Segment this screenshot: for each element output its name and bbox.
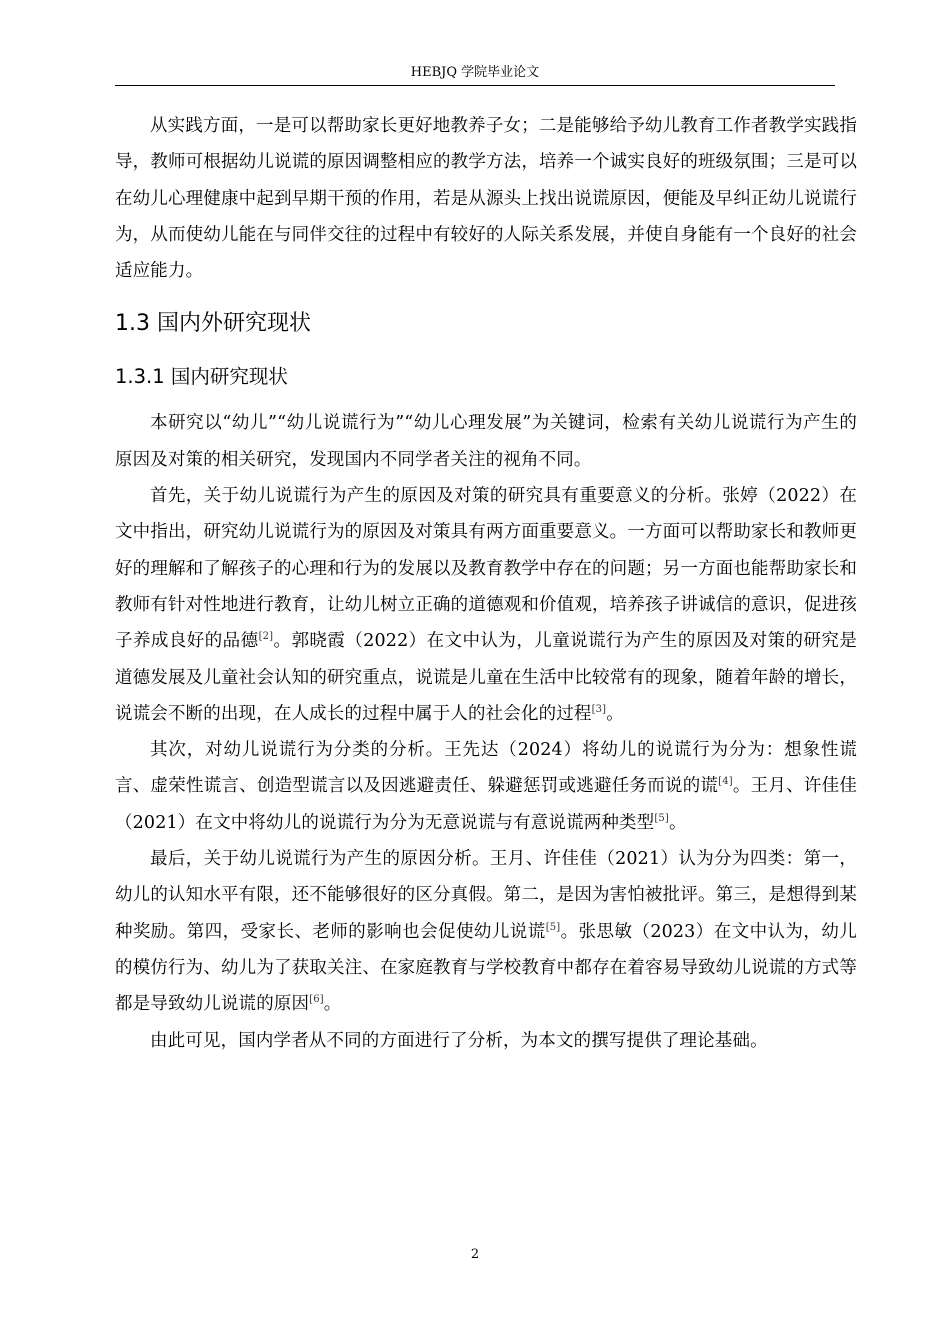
page-number: 2 [470,1247,480,1262]
first-paragraph [115,478,857,732]
conclusion-paragraph: 由此可见，国内学者从不同的方面进行了分析，为本文的撰写提供了理论基础。 [150,1030,768,1051]
third-paragraph-text-1: 最后，关于幼儿说谎行为产生的原因分析。王月、许佳佳（2021）认为分为四类：第一，幼儿的认知水平有限，还不能够很好的区分真假。第二，是因为害怕被批评。第三，是想得到某种奖励。第四，受家长、老师的影响也会促使幼儿说谎 [115,849,857,942]
first-paragraph-text-3: 。 [606,703,624,724]
running-header: HEBJQ 学院毕业论文 [410,65,540,80]
page-body [115,108,857,1059]
second-paragraph-text-2: 。王月、许佳佳（2021）在文中将幼儿的说谎行为分为无意说谎与有意说谎两种类型 [115,776,857,833]
first-paragraph-text-1: 首先，关于幼儿说谎行为产生的原因及对策的研究具有重要意义的分析。张婷（2022）在文中指出，研究幼儿说谎行为的原因及对策具有两方面重要意义。一方面可以帮助家长和教师更好的理解和了解孩子的心理和行为的发展以及教育教学中存在的问题；另一方面也能帮助家长和教师有针对性地进行教育，让幼儿树立正确的道德观和价值观，培养孩子讲诚信的意识，促进孩子养成良好的品德 [115,486,857,652]
citation-ref: [2] [258,631,274,643]
third-paragraph-text-2: 。张思敏（2023）在文中认为，幼儿的模仿行为、幼儿为了获取关注、在家庭教育与学校教育中都存在着容易导致幼儿说谎的方式等都是导致幼儿说谎的原因 [115,921,857,1015]
first-paragraph-text-2: 。郭晓霞（2022）在文中认为，儿童说谎行为产生的原因及对策的研究是道德发展及儿童社会认知的研究重点，说谎是儿童在生活中比较常有的现象，随着年龄的增长，说谎会不断的出现，在人成长的过程中属于人的社会化的过程 [115,631,858,724]
second-paragraph-text-3: 。 [668,812,687,833]
section-heading: 1.3 国内外研究现状 [115,311,311,337]
subsection-heading: 1.3.1 国内研究现状 [115,365,288,389]
intro-paragraph: 从实践方面，一是可以帮助家长更好地教养子女；二是能够给予幼儿教育工作者教学实践指导，教师可根据幼儿说谎的原因调整相应的教学方法，培养一个诚实良好的班级氛围；三是可以在幼儿心理健康中起到早期干预的作用，若是从源头上找出说谎原因，便能及早纠正幼儿说谎行为，从而使幼儿能在与同伴交往的过程中有较好的人际关系发展，并使自身能有一个良好的社会适应能力。 [115,116,857,282]
keywords-paragraph: 本研究以“幼儿”“幼儿说谎行为”“幼儿心理发展”为关键词，检索有关幼儿说谎行为产生的原因及对策的相关研究，发现国内不同学者关注的视角不同。 [115,413,857,470]
header-divider [115,85,835,86]
citation-ref: [3] [591,703,607,715]
citation-ref: [6] [309,994,324,1006]
citation-ref: [5] [654,812,669,824]
citation-ref: [4] [718,776,733,788]
third-paragraph-text-3: 。 [323,994,342,1015]
third-paragraph [115,841,857,1022]
second-paragraph-text-1: 其次，对幼儿说谎行为分类的分析。王先达（2024）将幼儿的说谎行为分为：想象性谎言、虚荣性谎言、创造型谎言以及因逃避责任、躲避惩罚或逃避任务而说的谎 [115,740,857,797]
second-paragraph [115,732,857,841]
citation-ref: [5] [545,921,561,933]
